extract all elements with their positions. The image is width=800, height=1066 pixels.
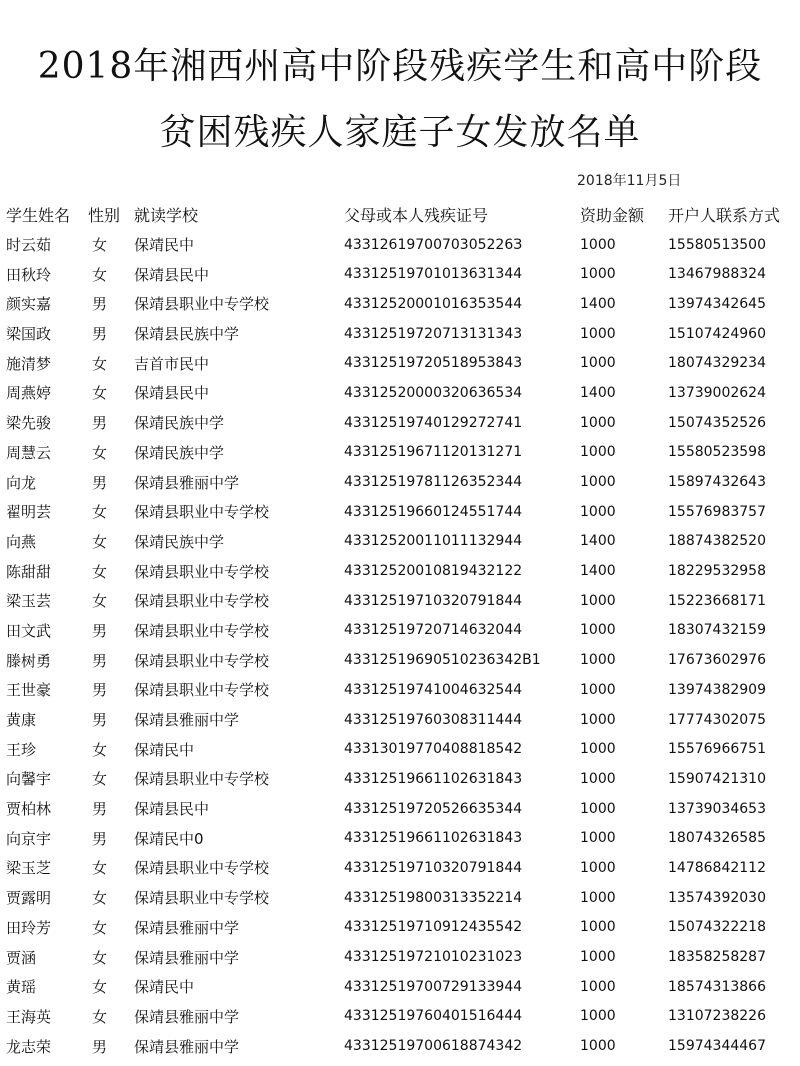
cell-amount: 1000 bbox=[580, 1008, 616, 1025]
cell-disability-id: 43312519740129272741 bbox=[344, 414, 523, 431]
cell-amount: 1000 bbox=[580, 236, 616, 253]
cell-school: 保靖县雅丽中学 bbox=[134, 711, 240, 730]
cell-amount: 1000 bbox=[580, 592, 616, 609]
cell-disability-id: 43312519741004632544 bbox=[344, 681, 523, 698]
cell-school: 保靖县民族中学 bbox=[134, 325, 240, 344]
cell-student-name: 颜实嘉 bbox=[6, 295, 52, 314]
cell-school: 保靖民中0 bbox=[134, 829, 204, 848]
cell-school: 保靖民族中学 bbox=[134, 532, 225, 551]
cell-gender: 女 bbox=[92, 770, 108, 789]
header-student-name: 学生姓名 bbox=[6, 206, 71, 226]
cell-amount: 1400 bbox=[580, 384, 616, 401]
cell-school: 保靖县职业中专学校 bbox=[134, 621, 270, 640]
cell-contact: 15223668171 bbox=[668, 592, 766, 609]
header-disability-id: 父母或本人残疾证号 bbox=[344, 206, 489, 226]
cell-disability-id: 43312519720714632044 bbox=[344, 622, 523, 639]
cell-amount: 1000 bbox=[580, 919, 616, 936]
cell-student-name: 施清梦 bbox=[6, 354, 52, 373]
table-row bbox=[6, 675, 798, 705]
cell-disability-id: 43312519700618874342 bbox=[344, 1038, 523, 1055]
cell-gender: 男 bbox=[92, 800, 108, 819]
cell-student-name: 贾涵 bbox=[6, 948, 37, 967]
cell-gender: 女 bbox=[92, 889, 108, 908]
cell-amount: 1000 bbox=[580, 622, 616, 639]
cell-student-name: 向燕 bbox=[6, 532, 37, 551]
cell-disability-id: 43313019770408818542 bbox=[344, 741, 523, 758]
cell-amount: 1000 bbox=[580, 741, 616, 758]
cell-disability-id: 43312519671120131271 bbox=[344, 444, 523, 461]
cell-contact: 13739034653 bbox=[668, 800, 766, 817]
cell-gender: 女 bbox=[92, 1007, 108, 1026]
cell-gender: 女 bbox=[92, 443, 108, 462]
cell-gender: 女 bbox=[92, 918, 108, 937]
cell-gender: 男 bbox=[92, 651, 108, 670]
table-row bbox=[6, 527, 798, 557]
cell-gender: 男 bbox=[92, 681, 108, 700]
cell-school: 保靖县雅丽中学 bbox=[134, 1037, 240, 1056]
cell-disability-id: 43312520000320636534 bbox=[344, 384, 523, 401]
cell-student-name: 梁玉芝 bbox=[6, 859, 52, 878]
header-gender: 性别 bbox=[88, 206, 121, 226]
cell-school: 保靖县职业中专学校 bbox=[134, 889, 270, 908]
table-row bbox=[6, 794, 798, 824]
table-row bbox=[6, 378, 798, 408]
cell-contact: 13974342645 bbox=[668, 295, 766, 312]
cell-contact: 18074329234 bbox=[668, 355, 766, 372]
cell-amount: 1000 bbox=[580, 1038, 616, 1055]
cell-contact: 18229532958 bbox=[668, 563, 766, 580]
cell-amount: 1000 bbox=[580, 474, 616, 491]
cell-student-name: 王世豪 bbox=[6, 681, 52, 700]
cell-student-name: 周慧云 bbox=[6, 443, 52, 462]
cell-disability-id: 43312519720526635344 bbox=[344, 800, 523, 817]
cell-school: 保靖县职业中专学校 bbox=[134, 295, 270, 314]
cell-contact: 17774302075 bbox=[668, 711, 766, 728]
cell-contact: 15074322218 bbox=[668, 919, 766, 936]
cell-school: 保靖民族中学 bbox=[134, 414, 225, 433]
cell-disability-id: 43312519781126352344 bbox=[344, 474, 523, 491]
cell-gender: 女 bbox=[92, 948, 108, 967]
cell-gender: 女 bbox=[92, 740, 108, 759]
cell-gender: 男 bbox=[92, 473, 108, 492]
cell-school: 保靖县雅丽中学 bbox=[134, 1007, 240, 1026]
cell-student-name: 向馨宇 bbox=[6, 770, 52, 789]
cell-amount: 1400 bbox=[580, 533, 616, 550]
cell-amount: 1000 bbox=[580, 681, 616, 698]
cell-student-name: 贾柏林 bbox=[6, 800, 52, 819]
cell-contact: 15580523598 bbox=[668, 444, 766, 461]
table-row bbox=[6, 230, 798, 260]
cell-student-name: 田秋玲 bbox=[6, 265, 52, 284]
cell-school: 保靖县民中 bbox=[134, 265, 210, 284]
table-row bbox=[6, 259, 798, 289]
cell-gender: 女 bbox=[92, 592, 108, 611]
cell-student-name: 向龙 bbox=[6, 473, 37, 492]
table-row bbox=[6, 408, 798, 438]
cell-gender: 女 bbox=[92, 562, 108, 581]
cell-amount: 1000 bbox=[580, 770, 616, 787]
cell-amount: 1000 bbox=[580, 652, 616, 669]
table-row bbox=[6, 289, 798, 319]
cell-school: 保靖县雅丽中学 bbox=[134, 918, 240, 937]
table-row bbox=[6, 556, 798, 586]
cell-gender: 男 bbox=[92, 621, 108, 640]
table-row bbox=[6, 734, 798, 764]
cell-contact: 15576966751 bbox=[668, 741, 766, 758]
cell-amount: 1000 bbox=[580, 889, 616, 906]
cell-amount: 1000 bbox=[580, 325, 616, 342]
cell-school: 保靖县职业中专学校 bbox=[134, 651, 270, 670]
cell-school: 保靖县雅丽中学 bbox=[134, 948, 240, 967]
cell-student-name: 滕树勇 bbox=[6, 651, 52, 670]
cell-gender: 女 bbox=[92, 236, 108, 255]
document-date: 2018年11月5日 bbox=[577, 173, 682, 189]
cell-student-name: 龙志荣 bbox=[6, 1037, 52, 1056]
cell-gender: 女 bbox=[92, 503, 108, 522]
cell-gender: 女 bbox=[92, 859, 108, 878]
cell-contact: 13107238226 bbox=[668, 1008, 766, 1025]
cell-student-name: 时云茹 bbox=[6, 236, 52, 255]
cell-amount: 1000 bbox=[580, 503, 616, 520]
table-row bbox=[6, 883, 798, 913]
cell-disability-id: 43312520011011132944 bbox=[344, 533, 523, 550]
cell-contact: 13467988324 bbox=[668, 266, 766, 283]
cell-contact: 13974382909 bbox=[668, 681, 766, 698]
cell-amount: 1000 bbox=[580, 949, 616, 966]
cell-student-name: 梁国政 bbox=[6, 325, 52, 344]
cell-disability-id: 43312519710320791844 bbox=[344, 592, 523, 609]
table-row bbox=[6, 438, 798, 468]
cell-contact: 15107424960 bbox=[668, 325, 766, 342]
cell-disability-id: 43312519701013631344 bbox=[344, 266, 523, 283]
cell-student-name: 向京宇 bbox=[6, 829, 52, 848]
cell-gender: 女 bbox=[92, 532, 108, 551]
cell-disability-id: 43312519720713131343 bbox=[344, 325, 523, 342]
cell-student-name: 黄瑶 bbox=[6, 978, 37, 997]
cell-contact: 15074352526 bbox=[668, 414, 766, 431]
cell-student-name: 周燕婷 bbox=[6, 384, 52, 403]
cell-disability-id: 43312519760308311444 bbox=[344, 711, 523, 728]
cell-amount: 1000 bbox=[580, 859, 616, 876]
cell-contact: 15580513500 bbox=[668, 236, 766, 253]
cell-contact: 15576983757 bbox=[668, 503, 766, 520]
cell-disability-id: 43312519721010231023 bbox=[344, 949, 523, 966]
cell-amount: 1000 bbox=[580, 711, 616, 728]
cell-student-name: 王海英 bbox=[6, 1007, 52, 1026]
cell-disability-id: 43312519710320791844 bbox=[344, 859, 523, 876]
recipient-table bbox=[6, 200, 798, 1061]
cell-contact: 18358258287 bbox=[668, 949, 766, 966]
cell-gender: 男 bbox=[92, 414, 108, 433]
table-row bbox=[6, 616, 798, 646]
cell-contact: 17673602976 bbox=[668, 652, 766, 669]
table-row bbox=[6, 645, 798, 675]
table-row bbox=[6, 348, 798, 378]
cell-amount: 1400 bbox=[580, 563, 616, 580]
table-row bbox=[6, 705, 798, 735]
cell-disability-id: 43312519720518953843 bbox=[344, 355, 523, 372]
cell-disability-id: 43312520001016353544 bbox=[344, 295, 523, 312]
cell-gender: 女 bbox=[92, 978, 108, 997]
cell-student-name: 陈甜甜 bbox=[6, 562, 52, 581]
cell-contact: 15974344467 bbox=[668, 1038, 766, 1055]
cell-amount: 1000 bbox=[580, 978, 616, 995]
table-row bbox=[6, 467, 798, 497]
cell-amount: 1000 bbox=[580, 444, 616, 461]
cell-school: 保靖民中 bbox=[134, 978, 195, 997]
cell-disability-id: 43312519710912435542 bbox=[344, 919, 523, 936]
cell-amount: 1000 bbox=[580, 266, 616, 283]
cell-gender: 女 bbox=[92, 354, 108, 373]
cell-student-name: 贾露明 bbox=[6, 889, 52, 908]
cell-student-name: 黄康 bbox=[6, 711, 37, 730]
cell-contact: 18874382520 bbox=[668, 533, 766, 550]
table-row bbox=[6, 942, 798, 972]
cell-gender: 男 bbox=[92, 829, 108, 848]
cell-school: 保靖民中 bbox=[134, 740, 195, 759]
header-contact: 开户人联系方式 bbox=[668, 206, 781, 226]
cell-school: 吉首市民中 bbox=[134, 354, 210, 373]
table-row bbox=[6, 319, 798, 349]
table-row bbox=[6, 913, 798, 943]
cell-gender: 女 bbox=[92, 384, 108, 403]
cell-disability-id: 433125196905102363​42B1 bbox=[344, 652, 541, 669]
table-row bbox=[6, 764, 798, 794]
table-row bbox=[6, 853, 798, 883]
cell-amount: 1000 bbox=[580, 414, 616, 431]
cell-contact: 15907421310 bbox=[668, 770, 766, 787]
cell-contact: 15897432643 bbox=[668, 474, 766, 491]
cell-contact: 18074326585 bbox=[668, 830, 766, 847]
cell-gender: 男 bbox=[92, 295, 108, 314]
table-row bbox=[6, 823, 798, 853]
cell-school: 保靖县职业中专学校 bbox=[134, 770, 270, 789]
cell-disability-id: 43312519800313352214 bbox=[344, 889, 523, 906]
cell-school: 保靖县民中 bbox=[134, 800, 210, 819]
cell-gender: 男 bbox=[92, 711, 108, 730]
cell-gender: 男 bbox=[92, 1037, 108, 1056]
table-row bbox=[6, 1031, 798, 1061]
cell-school: 保靖民族中学 bbox=[134, 443, 225, 462]
cell-school: 保靖县职业中专学校 bbox=[134, 859, 270, 878]
cell-contact: 13739002624 bbox=[668, 384, 766, 401]
cell-gender: 男 bbox=[92, 325, 108, 344]
table-row bbox=[6, 1002, 798, 1032]
cell-student-name: 王珍 bbox=[6, 740, 37, 759]
header-school: 就读学校 bbox=[134, 206, 199, 226]
cell-student-name: 梁玉芸 bbox=[6, 592, 52, 611]
cell-contact: 13574392030 bbox=[668, 889, 766, 906]
cell-disability-id: 4331261970070305226З bbox=[344, 236, 523, 253]
table-row bbox=[6, 586, 798, 616]
cell-contact: 18307432159 bbox=[668, 622, 766, 639]
cell-gender: 女 bbox=[92, 265, 108, 284]
cell-student-name: 田玲芳 bbox=[6, 918, 52, 937]
cell-amount: 1000 bbox=[580, 355, 616, 372]
table-row bbox=[6, 972, 798, 1002]
cell-school: 保靖县职业中专学校 bbox=[134, 592, 270, 611]
cell-school: 保靖县职业中专学校 bbox=[134, 562, 270, 581]
table-row bbox=[6, 497, 798, 527]
cell-disability-id: 43312520010819432122 bbox=[344, 563, 523, 580]
cell-disability-id: 43312519700729133944 bbox=[344, 978, 523, 995]
header-amount: 资助金额 bbox=[580, 206, 645, 226]
cell-contact: 18574313866 bbox=[668, 978, 766, 995]
cell-amount: 1000 bbox=[580, 800, 616, 817]
cell-school: 保靖县民中 bbox=[134, 384, 210, 403]
document-title-line-1: 2018年湘西州高中阶段残疾学生和高中阶段 bbox=[37, 46, 763, 87]
cell-student-name: 梁先骏 bbox=[6, 414, 52, 433]
cell-school: 保靖县职业中专学校 bbox=[134, 681, 270, 700]
cell-school: 保靖县雅丽中学 bbox=[134, 473, 240, 492]
cell-school: 保靖县职业中专学校 bbox=[134, 503, 270, 522]
cell-amount: 1000 bbox=[580, 830, 616, 847]
cell-student-name: 翟明芸 bbox=[6, 503, 52, 522]
document-title-line-2: 贫困残疾人家庭子女发放名单 bbox=[159, 112, 641, 153]
cell-amount: 1400 bbox=[580, 295, 616, 312]
cell-disability-id: 43312519660124551744 bbox=[344, 503, 523, 520]
cell-student-name: 田文武 bbox=[6, 621, 52, 640]
cell-disability-id: 43312519760401516444 bbox=[344, 1008, 523, 1025]
cell-disability-id: 43312519661102631843 bbox=[344, 830, 523, 847]
cell-contact: 14786842112 bbox=[668, 859, 766, 876]
cell-disability-id: 43312519661102631843 bbox=[344, 770, 523, 787]
table-header-row bbox=[6, 200, 798, 230]
cell-school: 保靖民中 bbox=[134, 236, 195, 255]
